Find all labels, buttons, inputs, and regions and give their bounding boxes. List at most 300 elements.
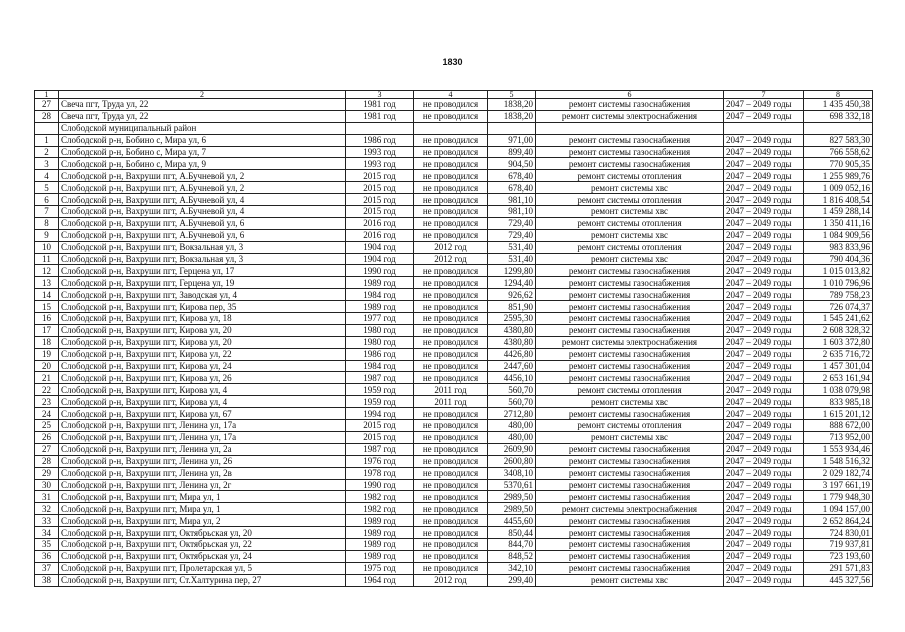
empty-cell <box>536 122 724 134</box>
column-number: 1 <box>35 91 59 99</box>
cost-cell: 2 652 864,24 <box>804 515 873 527</box>
table-row <box>35 206 873 218</box>
period-cell: 2047 – 2049 годы <box>724 396 804 408</box>
table-row <box>35 182 873 194</box>
address-cell: Слободской р-н, Вахруши пгт, Кирова ул, 24 <box>59 360 346 372</box>
commission-year-cell: 1986 год <box>346 134 414 146</box>
last-repair-cell: не проводился <box>414 538 488 550</box>
commission-year-cell: 2016 год <box>346 217 414 229</box>
last-repair-cell: не проводился <box>414 194 488 206</box>
empty-cell <box>414 122 488 134</box>
address-cell: Слободской р-н, Вахруши пгт, А.Бучневой ул, 4 <box>59 206 346 218</box>
last-repair-cell: не проводился <box>414 229 488 241</box>
row-number: 38 <box>35 574 59 586</box>
commission-year-cell: 1989 год <box>346 301 414 313</box>
period-cell: 2047 – 2049 годы <box>724 431 804 443</box>
commission-year-cell: 2015 год <box>346 194 414 206</box>
table-row <box>35 408 873 420</box>
row-number: 21 <box>35 372 59 384</box>
period-cell: 2047 – 2049 годы <box>724 336 804 348</box>
table-row <box>35 527 873 539</box>
area-cell: 2712,80 <box>488 408 536 420</box>
area-cell: 1838,20 <box>488 110 536 122</box>
cost-cell: 1 548 516,32 <box>804 455 873 467</box>
area-cell: 850,44 <box>488 527 536 539</box>
period-cell: 2047 – 2049 годы <box>724 229 804 241</box>
address-cell: Слободской р-н, Вахруши пгт, Кирова ул, 22 <box>59 348 346 360</box>
row-number <box>35 122 59 134</box>
period-cell: 2047 – 2049 годы <box>724 265 804 277</box>
address-cell: Слободской р-н, Вахруши пгт, Заводская ул, 4 <box>59 289 346 301</box>
last-repair-cell: не проводился <box>414 527 488 539</box>
work-type-cell: ремонт системы отопления <box>536 420 724 432</box>
work-type-cell: ремонт системы газоснабжения <box>536 408 724 420</box>
row-number: 18 <box>35 336 59 348</box>
table-row <box>35 110 873 122</box>
address-cell: Слободской р-н, Вахруши пгт, Ленина ул, 2в <box>59 467 346 479</box>
last-repair-cell: не проводился <box>414 515 488 527</box>
period-cell: 2047 – 2049 годы <box>724 253 804 265</box>
table-row <box>35 455 873 467</box>
table-header <box>35 91 873 99</box>
last-repair-cell: не проводился <box>414 99 488 111</box>
row-number: 22 <box>35 384 59 396</box>
row-number: 32 <box>35 503 59 515</box>
area-cell: 926,62 <box>488 289 536 301</box>
cost-cell: 3 197 661,19 <box>804 479 873 491</box>
cost-cell: 833 985,18 <box>804 396 873 408</box>
address-cell: Слободской р-н, Вахруши пгт, А.Бучневой ул, 2 <box>59 170 346 182</box>
commission-year-cell: 1982 год <box>346 491 414 503</box>
row-number: 11 <box>35 253 59 265</box>
period-cell: 2047 – 2049 годы <box>724 550 804 562</box>
period-cell: 2047 – 2049 годы <box>724 538 804 550</box>
row-number: 33 <box>35 515 59 527</box>
address-cell: Слободской р-н, Вахруши пгт, Ленина ул, 17а <box>59 431 346 443</box>
commission-year-cell: 1989 год <box>346 550 414 562</box>
work-type-cell: ремонт системы хвс <box>536 574 724 586</box>
row-number: 14 <box>35 289 59 301</box>
last-repair-cell: не проводился <box>414 479 488 491</box>
table-row <box>35 170 873 182</box>
row-number: 35 <box>35 538 59 550</box>
period-cell: 2047 – 2049 годы <box>724 324 804 336</box>
area-cell: 2595,30 <box>488 313 536 325</box>
table-row <box>35 431 873 443</box>
work-type-cell: ремонт системы газоснабжения <box>536 301 724 313</box>
cost-cell: 1 779 948,30 <box>804 491 873 503</box>
period-cell: 2047 – 2049 годы <box>724 479 804 491</box>
cost-cell: 1 459 288,14 <box>804 206 873 218</box>
column-number: 2 <box>59 91 346 99</box>
address-cell: Слободской р-н, Вахруши пгт, Мира ул, 2 <box>59 515 346 527</box>
period-cell: 2047 – 2049 годы <box>724 574 804 586</box>
address-cell: Слободской р-н, Вахруши пгт, Ленина ул, 2г <box>59 479 346 491</box>
row-number: 17 <box>35 324 59 336</box>
work-type-cell: ремонт системы газоснабжения <box>536 372 724 384</box>
table-row <box>35 289 873 301</box>
last-repair-cell: не проводился <box>414 265 488 277</box>
period-cell: 2047 – 2049 годы <box>724 194 804 206</box>
table-row <box>35 99 873 111</box>
row-number: 9 <box>35 229 59 241</box>
period-cell: 2047 – 2049 годы <box>724 527 804 539</box>
column-number: 8 <box>804 91 873 99</box>
cost-cell: 719 937,81 <box>804 538 873 550</box>
cost-cell: 1 255 989,76 <box>804 170 873 182</box>
cost-cell: 789 758,23 <box>804 289 873 301</box>
period-cell: 2047 – 2049 годы <box>724 420 804 432</box>
commission-year-cell: 1989 год <box>346 538 414 550</box>
table-row <box>35 550 873 562</box>
row-number: 6 <box>35 194 59 206</box>
period-cell: 2047 – 2049 годы <box>724 158 804 170</box>
address-cell: Слободской р-н, Вахруши пгт, Кирова ул, 20 <box>59 336 346 348</box>
address-cell: Слободской р-н, Вахруши пгт, Ленина ул, 17а <box>59 420 346 432</box>
area-cell: 848,52 <box>488 550 536 562</box>
row-number: 31 <box>35 491 59 503</box>
period-cell: 2047 – 2049 годы <box>724 467 804 479</box>
commission-year-cell: 1994 год <box>346 408 414 420</box>
commission-year-cell: 1982 год <box>346 503 414 515</box>
last-repair-cell: не проводился <box>414 336 488 348</box>
work-type-cell: ремонт системы отопления <box>536 241 724 253</box>
work-type-cell: ремонт системы отопления <box>536 194 724 206</box>
row-number: 26 <box>35 431 59 443</box>
cost-cell: 724 830,01 <box>804 527 873 539</box>
table-row <box>35 217 873 229</box>
period-cell: 2047 – 2049 годы <box>724 455 804 467</box>
work-type-cell: ремонт системы хвс <box>536 229 724 241</box>
address-cell: Слободской р-н, Вахруши пгт, А.Бучневой ул, 6 <box>59 217 346 229</box>
area-cell: 899,40 <box>488 146 536 158</box>
row-number: 30 <box>35 479 59 491</box>
commission-year-cell: 1984 год <box>346 289 414 301</box>
period-cell: 2047 – 2049 годы <box>724 182 804 194</box>
row-number: 5 <box>35 182 59 194</box>
row-number: 25 <box>35 420 59 432</box>
row-number: 16 <box>35 313 59 325</box>
period-cell: 2047 – 2049 годы <box>724 348 804 360</box>
address-cell: Слободской р-н, Вахруши пгт, Ленина ул, 2а <box>59 443 346 455</box>
commission-year-cell: 1990 год <box>346 479 414 491</box>
last-repair-cell: не проводился <box>414 289 488 301</box>
row-number: 8 <box>35 217 59 229</box>
last-repair-cell: не проводился <box>414 491 488 503</box>
address-cell: Слободской р-н, Вахруши пгт, Мира ул, 1 <box>59 503 346 515</box>
area-cell: 560,70 <box>488 384 536 396</box>
commission-year-cell: 1904 год <box>346 253 414 265</box>
area-cell: 560,70 <box>488 396 536 408</box>
commission-year-cell: 1993 год <box>346 158 414 170</box>
table-row <box>35 313 873 325</box>
area-cell: 971,00 <box>488 134 536 146</box>
commission-year-cell: 2015 год <box>346 431 414 443</box>
address-cell: Слободской р-н, Вахруши пгт, Мира ул, 1 <box>59 491 346 503</box>
commission-year-cell: 1993 год <box>346 146 414 158</box>
table-body <box>35 99 873 587</box>
work-type-cell: ремонт системы хвс <box>536 182 724 194</box>
address-cell: Слободской р-н, Вахруши пгт, Ст.Халтурина пер, 27 <box>59 574 346 586</box>
work-type-cell: ремонт системы газоснабжения <box>536 146 724 158</box>
work-type-cell: ремонт системы электроснабжения <box>536 503 724 515</box>
address-cell: Слободской р-н, Вахруши пгт, Герцена ул, 19 <box>59 277 346 289</box>
area-cell: 851,90 <box>488 301 536 313</box>
row-number: 27 <box>35 99 59 111</box>
cost-cell: 1 816 408,54 <box>804 194 873 206</box>
commission-year-cell: 2015 год <box>346 182 414 194</box>
cost-cell: 766 558,62 <box>804 146 873 158</box>
commission-year-cell: 1989 год <box>346 277 414 289</box>
cost-cell: 770 905,35 <box>804 158 873 170</box>
table-row <box>35 491 873 503</box>
table-row <box>35 265 873 277</box>
address-cell: Слободской р-н, Вахруши пгт, Кирова ул, 18 <box>59 313 346 325</box>
work-type-cell: ремонт системы газоснабжения <box>536 491 724 503</box>
address-cell: Слободской р-н, Вахруши пгт, Кирова ул, 4 <box>59 396 346 408</box>
last-repair-cell: не проводился <box>414 313 488 325</box>
area-cell: 729,40 <box>488 229 536 241</box>
area-cell: 4455,60 <box>488 515 536 527</box>
area-cell: 2600,80 <box>488 455 536 467</box>
area-cell: 531,40 <box>488 253 536 265</box>
commission-year-cell: 1976 год <box>346 455 414 467</box>
work-type-cell: ремонт системы газоснабжения <box>536 538 724 550</box>
cost-cell: 1 457 301,04 <box>804 360 873 372</box>
area-cell: 1838,20 <box>488 99 536 111</box>
last-repair-cell: 2012 год <box>414 241 488 253</box>
empty-cell <box>346 122 414 134</box>
last-repair-cell: 2011 год <box>414 396 488 408</box>
commission-year-cell: 2016 год <box>346 229 414 241</box>
table-row <box>35 324 873 336</box>
table-row <box>35 384 873 396</box>
work-type-cell: ремонт системы газоснабжения <box>536 134 724 146</box>
cost-cell: 1 009 052,16 <box>804 182 873 194</box>
cost-cell: 1 615 201,12 <box>804 408 873 420</box>
work-type-cell: ремонт системы газоснабжения <box>536 467 724 479</box>
period-cell: 2047 – 2049 годы <box>724 372 804 384</box>
work-type-cell: ремонт системы отопления <box>536 384 724 396</box>
work-type-cell: ремонт системы отопления <box>536 170 724 182</box>
period-cell: 2047 – 2049 годы <box>724 491 804 503</box>
table-row <box>35 277 873 289</box>
work-type-cell: ремонт системы газоснабжения <box>536 360 724 372</box>
last-repair-cell: не проводился <box>414 503 488 515</box>
period-cell: 2047 – 2049 годы <box>724 110 804 122</box>
work-type-cell: ремонт системы хвс <box>536 206 724 218</box>
repair-register-table <box>34 90 873 587</box>
row-number: 28 <box>35 455 59 467</box>
cost-cell: 1 603 372,80 <box>804 336 873 348</box>
table-row <box>35 229 873 241</box>
cost-cell: 2 608 328,32 <box>804 324 873 336</box>
period-cell: 2047 – 2049 годы <box>724 443 804 455</box>
table-row <box>35 360 873 372</box>
period-cell: 2047 – 2049 годы <box>724 289 804 301</box>
table-row <box>35 574 873 586</box>
table-row <box>35 443 873 455</box>
work-type-cell: ремонт системы газоснабжения <box>536 348 724 360</box>
work-type-cell: ремонт системы хвс <box>536 253 724 265</box>
area-cell: 4380,80 <box>488 336 536 348</box>
last-repair-cell: не проводился <box>414 324 488 336</box>
cost-cell: 291 571,83 <box>804 562 873 574</box>
last-repair-cell: не проводился <box>414 372 488 384</box>
cost-cell: 713 952,00 <box>804 431 873 443</box>
area-cell: 3408,10 <box>488 467 536 479</box>
address-cell: Слободской р-н, Вахруши пгт, Кирова ул, 26 <box>59 372 346 384</box>
work-type-cell: ремонт системы газоснабжения <box>536 455 724 467</box>
table-row <box>35 134 873 146</box>
cost-cell: 445 327,56 <box>804 574 873 586</box>
commission-year-cell: 1980 год <box>346 336 414 348</box>
commission-year-cell: 1959 год <box>346 396 414 408</box>
table-row <box>35 241 873 253</box>
work-type-cell: ремонт системы газоснабжения <box>536 515 724 527</box>
last-repair-cell: не проводился <box>414 206 488 218</box>
table-row <box>35 420 873 432</box>
cost-cell: 1 010 796,96 <box>804 277 873 289</box>
period-cell: 2047 – 2049 годы <box>724 134 804 146</box>
address-cell: Слободской р-н, Бобино с, Мира ул, 6 <box>59 134 346 146</box>
area-cell: 1294,40 <box>488 277 536 289</box>
address-cell: Слободской р-н, Вахруши пгт, Кирова ул, 67 <box>59 408 346 420</box>
row-number: 20 <box>35 360 59 372</box>
area-cell: 299,40 <box>488 574 536 586</box>
work-type-cell: ремонт системы газоснабжения <box>536 265 724 277</box>
row-number: 29 <box>35 467 59 479</box>
last-repair-cell: 2012 год <box>414 574 488 586</box>
commission-year-cell: 1989 год <box>346 527 414 539</box>
row-number: 12 <box>35 265 59 277</box>
area-cell: 531,40 <box>488 241 536 253</box>
row-number: 34 <box>35 527 59 539</box>
area-cell: 4456,10 <box>488 372 536 384</box>
table-row <box>35 538 873 550</box>
cost-cell: 1 435 450,38 <box>804 99 873 111</box>
empty-cell <box>488 122 536 134</box>
row-number: 27 <box>35 443 59 455</box>
address-cell: Слободской р-н, Бобино с, Мира ул, 7 <box>59 146 346 158</box>
table-row <box>35 503 873 515</box>
commission-year-cell: 1981 год <box>346 99 414 111</box>
last-repair-cell: не проводился <box>414 467 488 479</box>
commission-year-cell: 1964 год <box>346 574 414 586</box>
period-cell: 2047 – 2049 годы <box>724 384 804 396</box>
address-cell: Слободской р-н, Вахруши пгт, Вокзальная ул, 3 <box>59 253 346 265</box>
cost-cell: 1 350 411,16 <box>804 217 873 229</box>
row-number: 37 <box>35 562 59 574</box>
section-row <box>35 122 873 134</box>
section-title: Слободской муниципальный район <box>59 122 346 134</box>
area-cell: 4426,80 <box>488 348 536 360</box>
area-cell: 480,00 <box>488 420 536 432</box>
address-cell: Свеча пгт, Труда ул, 22 <box>59 99 346 111</box>
period-cell: 2047 – 2049 годы <box>724 515 804 527</box>
row-number: 1 <box>35 134 59 146</box>
cost-cell: 1 038 079,98 <box>804 384 873 396</box>
cost-cell: 888 672,00 <box>804 420 873 432</box>
last-repair-cell: не проводился <box>414 443 488 455</box>
work-type-cell: ремонт системы газоснабжения <box>536 313 724 325</box>
work-type-cell: ремонт системы хвс <box>536 431 724 443</box>
work-type-cell: ремонт системы газоснабжения <box>536 158 724 170</box>
work-type-cell: ремонт системы газоснабжения <box>536 550 724 562</box>
cost-cell: 726 074,37 <box>804 301 873 313</box>
table-row <box>35 146 873 158</box>
cost-cell: 2 635 716,72 <box>804 348 873 360</box>
last-repair-cell: не проводился <box>414 550 488 562</box>
cost-cell: 1 545 241,62 <box>804 313 873 325</box>
work-type-cell: ремонт системы газоснабжения <box>536 324 724 336</box>
address-cell: Слободской р-н, Вахруши пгт, А.Бучневой ул, 2 <box>59 182 346 194</box>
row-number: 13 <box>35 277 59 289</box>
column-number-row <box>35 91 873 99</box>
period-cell: 2047 – 2049 годы <box>724 241 804 253</box>
cost-cell: 983 833,96 <box>804 241 873 253</box>
address-cell: Слободской р-н, Вахруши пгт, Октябрьская ул, 20 <box>59 527 346 539</box>
last-repair-cell: не проводился <box>414 146 488 158</box>
area-cell: 981,10 <box>488 194 536 206</box>
work-type-cell: ремонт системы электроснабжения <box>536 110 724 122</box>
work-type-cell: ремонт системы газоснабжения <box>536 527 724 539</box>
column-number: 7 <box>724 91 804 99</box>
commission-year-cell: 1980 год <box>346 324 414 336</box>
period-cell: 2047 – 2049 годы <box>724 170 804 182</box>
cost-cell: 2 029 182,74 <box>804 467 873 479</box>
last-repair-cell: не проводился <box>414 348 488 360</box>
area-cell: 729,40 <box>488 217 536 229</box>
cost-cell: 1 094 157,00 <box>804 503 873 515</box>
area-cell: 2447,60 <box>488 360 536 372</box>
address-cell: Слободской р-н, Вахруши пгт, Вокзальная ул, 3 <box>59 241 346 253</box>
table-row <box>35 336 873 348</box>
commission-year-cell: 1978 год <box>346 467 414 479</box>
column-number: 4 <box>414 91 488 99</box>
last-repair-cell: не проводился <box>414 170 488 182</box>
period-cell: 2047 – 2049 годы <box>724 360 804 372</box>
address-cell: Слободской р-н, Вахруши пгт, Октябрьская ул, 22 <box>59 538 346 550</box>
address-cell: Свеча пгт, Труда ул, 22 <box>59 110 346 122</box>
table-row <box>35 515 873 527</box>
period-cell: 2047 – 2049 годы <box>724 277 804 289</box>
last-repair-cell: 2011 год <box>414 384 488 396</box>
commission-year-cell: 1977 год <box>346 313 414 325</box>
commission-year-cell: 1975 год <box>346 562 414 574</box>
period-cell: 2047 – 2049 годы <box>724 206 804 218</box>
last-repair-cell: не проводился <box>414 408 488 420</box>
cost-cell: 1 015 013,82 <box>804 265 873 277</box>
area-cell: 981,10 <box>488 206 536 218</box>
commission-year-cell: 1990 год <box>346 265 414 277</box>
work-type-cell: ремонт системы электроснабжения <box>536 336 724 348</box>
address-cell: Слободской р-н, Вахруши пгт, Октябрьская ул, 24 <box>59 550 346 562</box>
empty-cell <box>804 122 873 134</box>
row-number: 28 <box>35 110 59 122</box>
cost-cell: 1 084 909,56 <box>804 229 873 241</box>
commission-year-cell: 1989 год <box>346 515 414 527</box>
table-row <box>35 372 873 384</box>
address-cell: Слободской р-н, Вахруши пгт, Кирова ул, 20 <box>59 324 346 336</box>
area-cell: 2989,50 <box>488 491 536 503</box>
area-cell: 678,40 <box>488 182 536 194</box>
commission-year-cell: 1986 год <box>346 348 414 360</box>
address-cell: Слободской р-н, Вахруши пгт, Ленина ул, 26 <box>59 455 346 467</box>
cost-cell: 2 653 161,94 <box>804 372 873 384</box>
address-cell: Слободской р-н, Вахруши пгт, Герцена ул, 17 <box>59 265 346 277</box>
cost-cell: 1 553 934,46 <box>804 443 873 455</box>
